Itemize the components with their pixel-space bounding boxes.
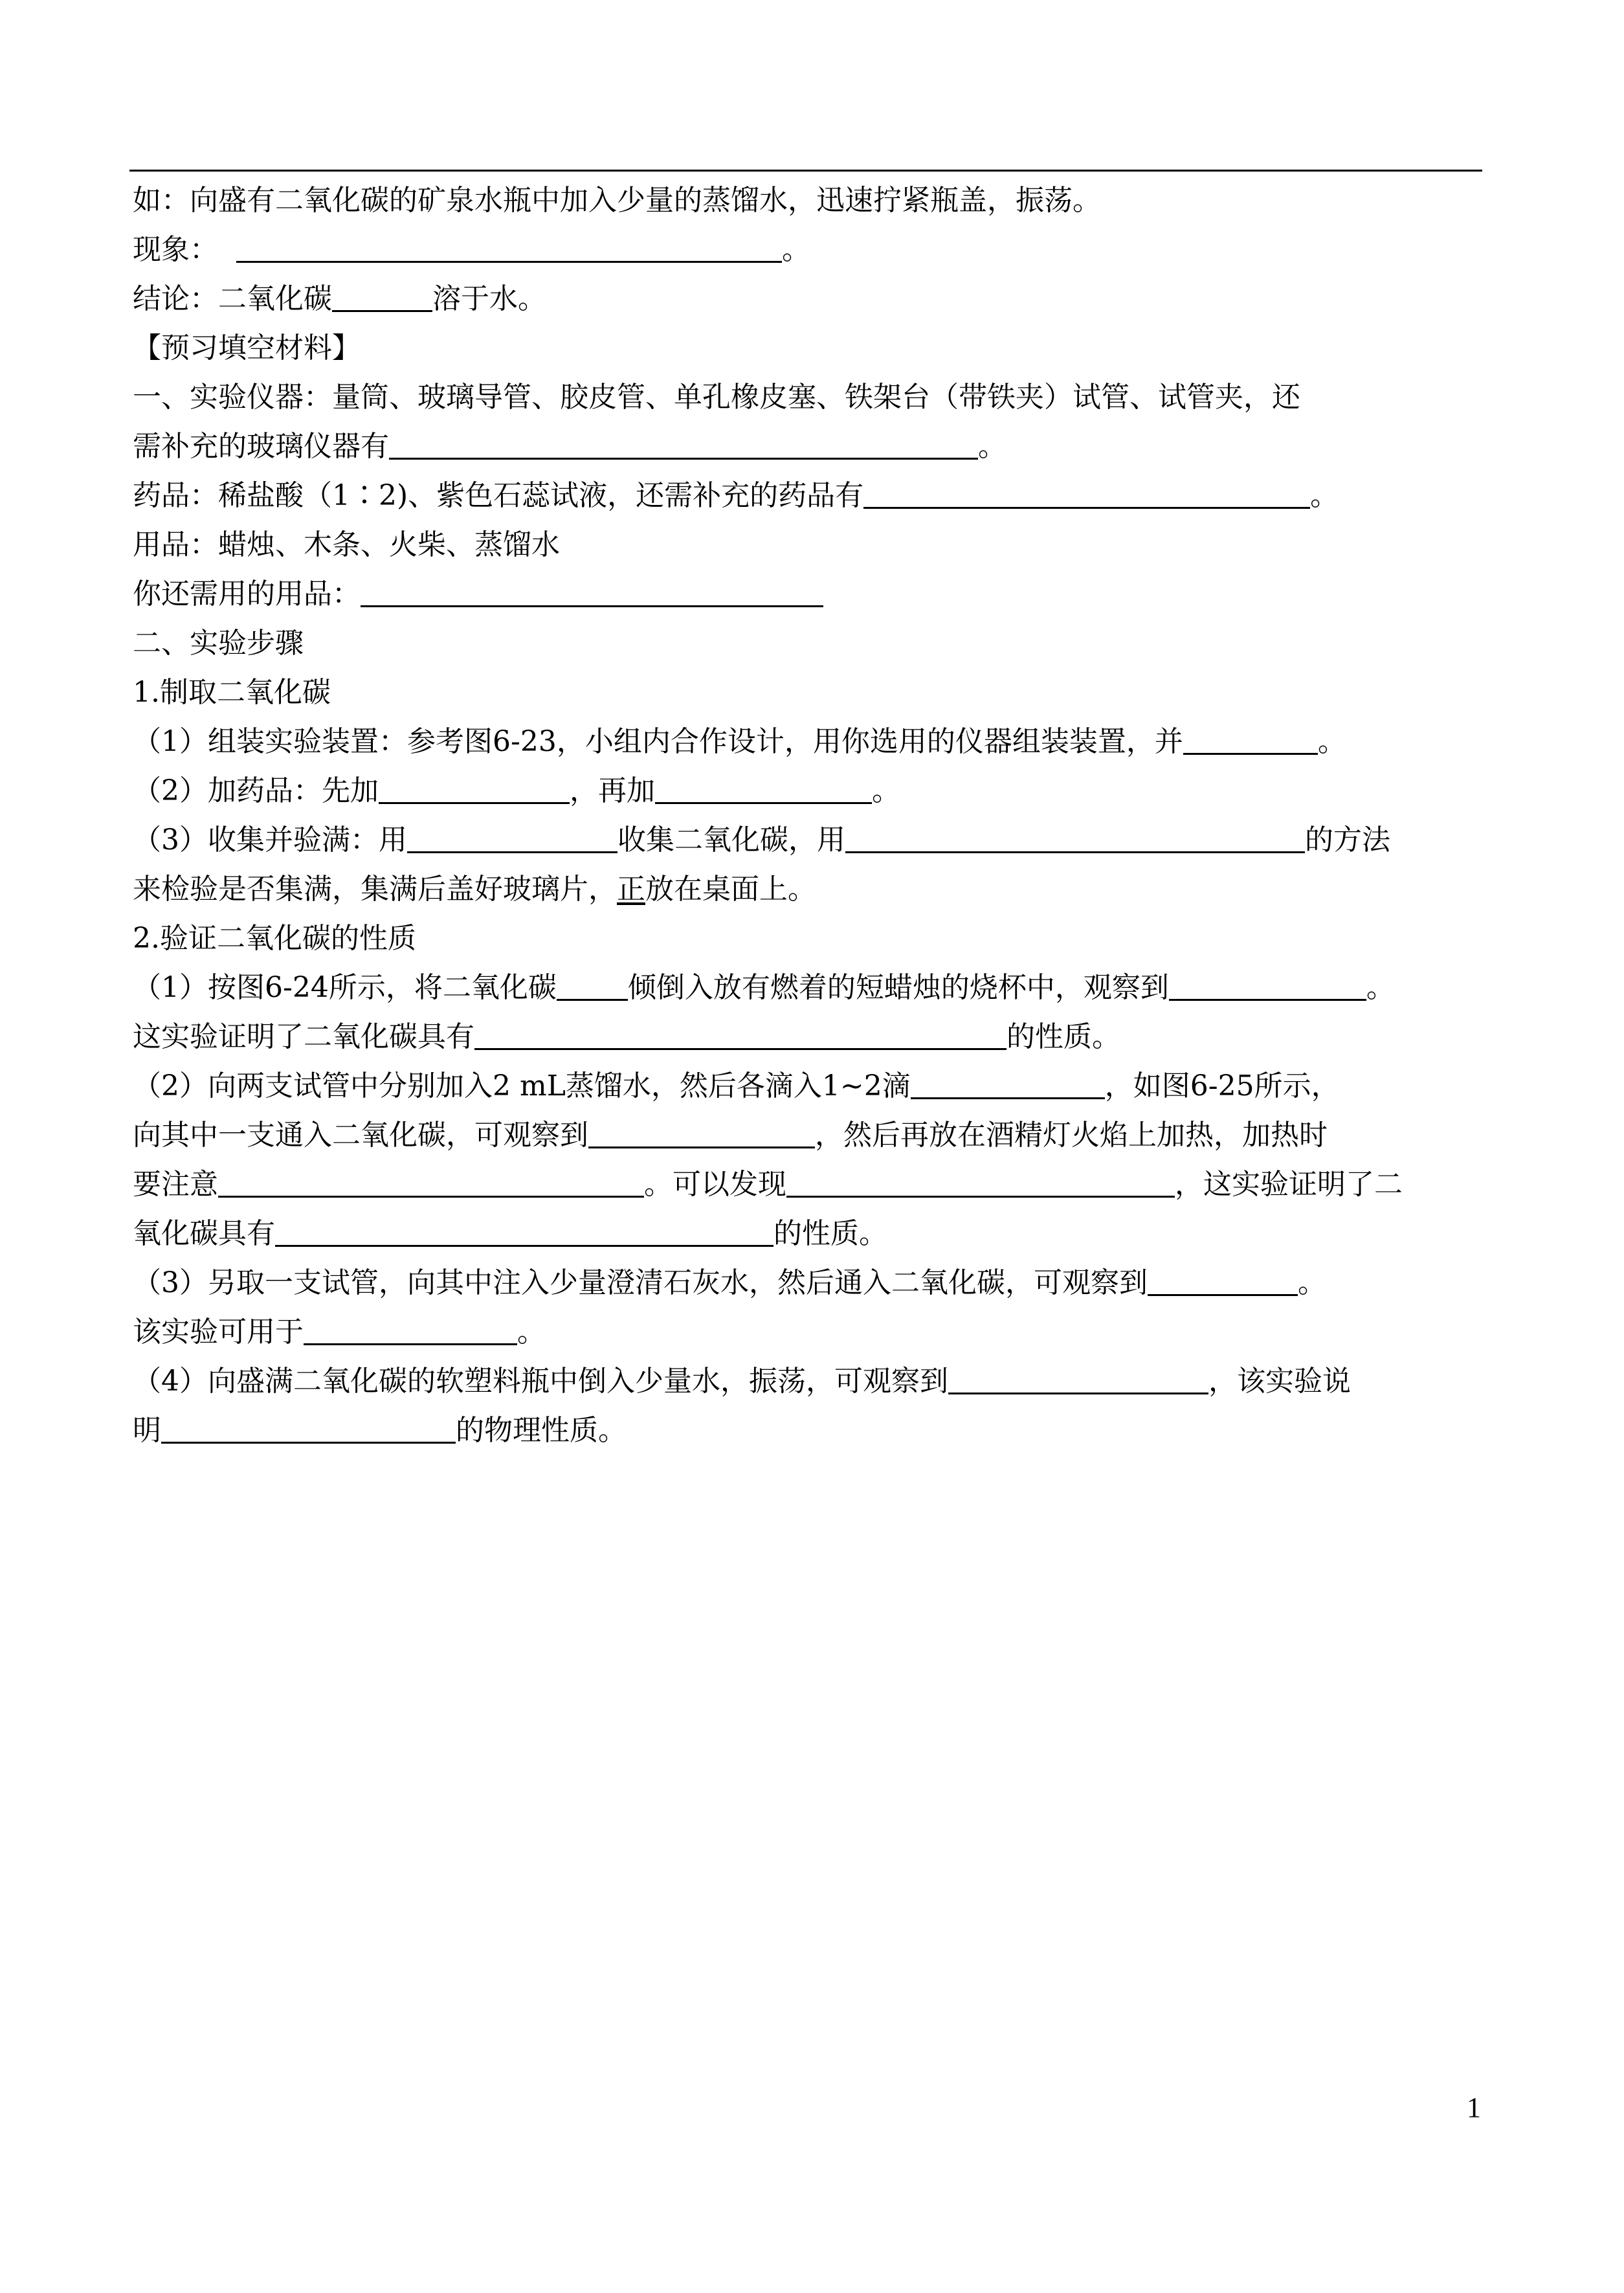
answer-blank[interactable] xyxy=(557,970,628,1001)
step-2-1: （1）按图6-24所示，将二氧化碳 倾倒入放有燃着的短蜡烛的烧杯中，观察到 。 xyxy=(133,971,1395,1004)
answer-blank[interactable] xyxy=(379,774,570,804)
instruments-line: 一、实验仪器：量筒、玻璃导管、胶皮管、单孔橡皮塞、铁架台（带铁夹）试管、试管夹，还 xyxy=(133,381,1300,414)
steps-heading: 二、实验步骤 xyxy=(133,627,304,660)
step-1-3: （3）收集并验满：用 收集二氧化碳，用 的方法 xyxy=(133,823,1390,856)
answer-blank[interactable] xyxy=(407,823,617,853)
step-1-3-cont: 来检验是否集满，集满后盖好玻璃片，正放在桌面上。 xyxy=(133,873,816,906)
supplies-line: 用品：蜡烛、木条、火柴、蒸馏水 xyxy=(133,528,560,561)
answer-blank[interactable] xyxy=(389,429,978,460)
step-2-4: （4）向盛满二氧化碳的软塑料瓶中倒入少量水，振荡，可观察到 ，该实验说 xyxy=(133,1365,1351,1398)
answer-blank[interactable] xyxy=(361,577,823,607)
answer-blank[interactable] xyxy=(474,1020,1007,1050)
answer-blank[interactable] xyxy=(1148,1266,1298,1296)
step-2-2-cont-2: 要注意 。可以发现 ，这实验证明了二 xyxy=(133,1168,1403,1201)
section-heading: 【预习填空材料】 xyxy=(133,331,361,364)
answer-blank[interactable] xyxy=(161,1413,456,1444)
answer-blank[interactable] xyxy=(948,1364,1208,1394)
header-rule xyxy=(129,170,1482,172)
answer-blank[interactable] xyxy=(1183,724,1318,755)
answer-blank[interactable] xyxy=(332,282,432,312)
answer-blank[interactable] xyxy=(911,1069,1105,1099)
answer-blank[interactable] xyxy=(786,1167,1175,1198)
step-2-2-cont: 向其中一支通入二氧化碳，可观察到 ，然后再放在酒精灯火焰上加热，加热时 xyxy=(133,1119,1328,1152)
step-2-1-cont: 这实验证明了二氧化碳具有 的性质。 xyxy=(133,1020,1120,1053)
answer-blank[interactable] xyxy=(863,478,1310,509)
answer-blank[interactable] xyxy=(845,823,1305,853)
step-2-heading: 2.验证二氧化碳的性质 xyxy=(133,922,416,955)
step-2-3-cont: 该实验可用于 。 xyxy=(133,1315,546,1348)
step-2-3: （3）另取一支试管，向其中注入少量澄清石灰水，然后通入二氧化碳，可观察到 。 xyxy=(133,1266,1326,1299)
extra-supplies-line: 你还需用的用品： xyxy=(133,570,1557,619)
step-2-2: （2）向两支试管中分别加入2 mL蒸馏水，然后各滴入1~2滴 ，如图6-25所示， xyxy=(133,1069,1340,1102)
example-line: 如：向盛有二氧化碳的矿泉水瓶中加入少量的蒸馏水，迅速拧紧瓶盖，振荡。 xyxy=(133,184,1101,217)
answer-blank[interactable] xyxy=(655,774,872,804)
answer-blank[interactable] xyxy=(218,1167,644,1198)
phenomenon-line: 现象： 。 xyxy=(133,233,810,266)
worksheet-body xyxy=(133,176,1557,1455)
step-1-2: （2）加药品：先加 ，再加 。 xyxy=(133,774,900,807)
page-number: 1 xyxy=(1467,2092,1481,2123)
answer-blank[interactable] xyxy=(275,1216,773,1247)
step-1-heading: 1.制取二氧化碳 xyxy=(133,676,331,709)
reagents-line: 药品：稀盐酸（1∶2)、紫色石蕊试液，还需补充的药品有 。 xyxy=(133,479,1339,512)
conclusion-line: 结论：二氧化碳 溶于水。 xyxy=(133,282,546,315)
answer-blank[interactable] xyxy=(304,1315,517,1345)
step-1-1: （1）组装实验装置：参考图6-23，小组内合作设计，用你选用的仪器组装装置，并 。 xyxy=(133,725,1346,758)
instruments-line-2: 需补充的玻璃仪器有 。 xyxy=(133,430,1007,463)
answer-blank[interactable] xyxy=(1169,970,1366,1001)
answer-blank[interactable] xyxy=(588,1118,815,1148)
answer-blank[interactable] xyxy=(236,232,782,263)
step-2-4-cont: 明 的物理性质。 xyxy=(133,1414,627,1447)
step-2-2-cont-3: 氧化碳具有 的性质。 xyxy=(133,1217,887,1250)
